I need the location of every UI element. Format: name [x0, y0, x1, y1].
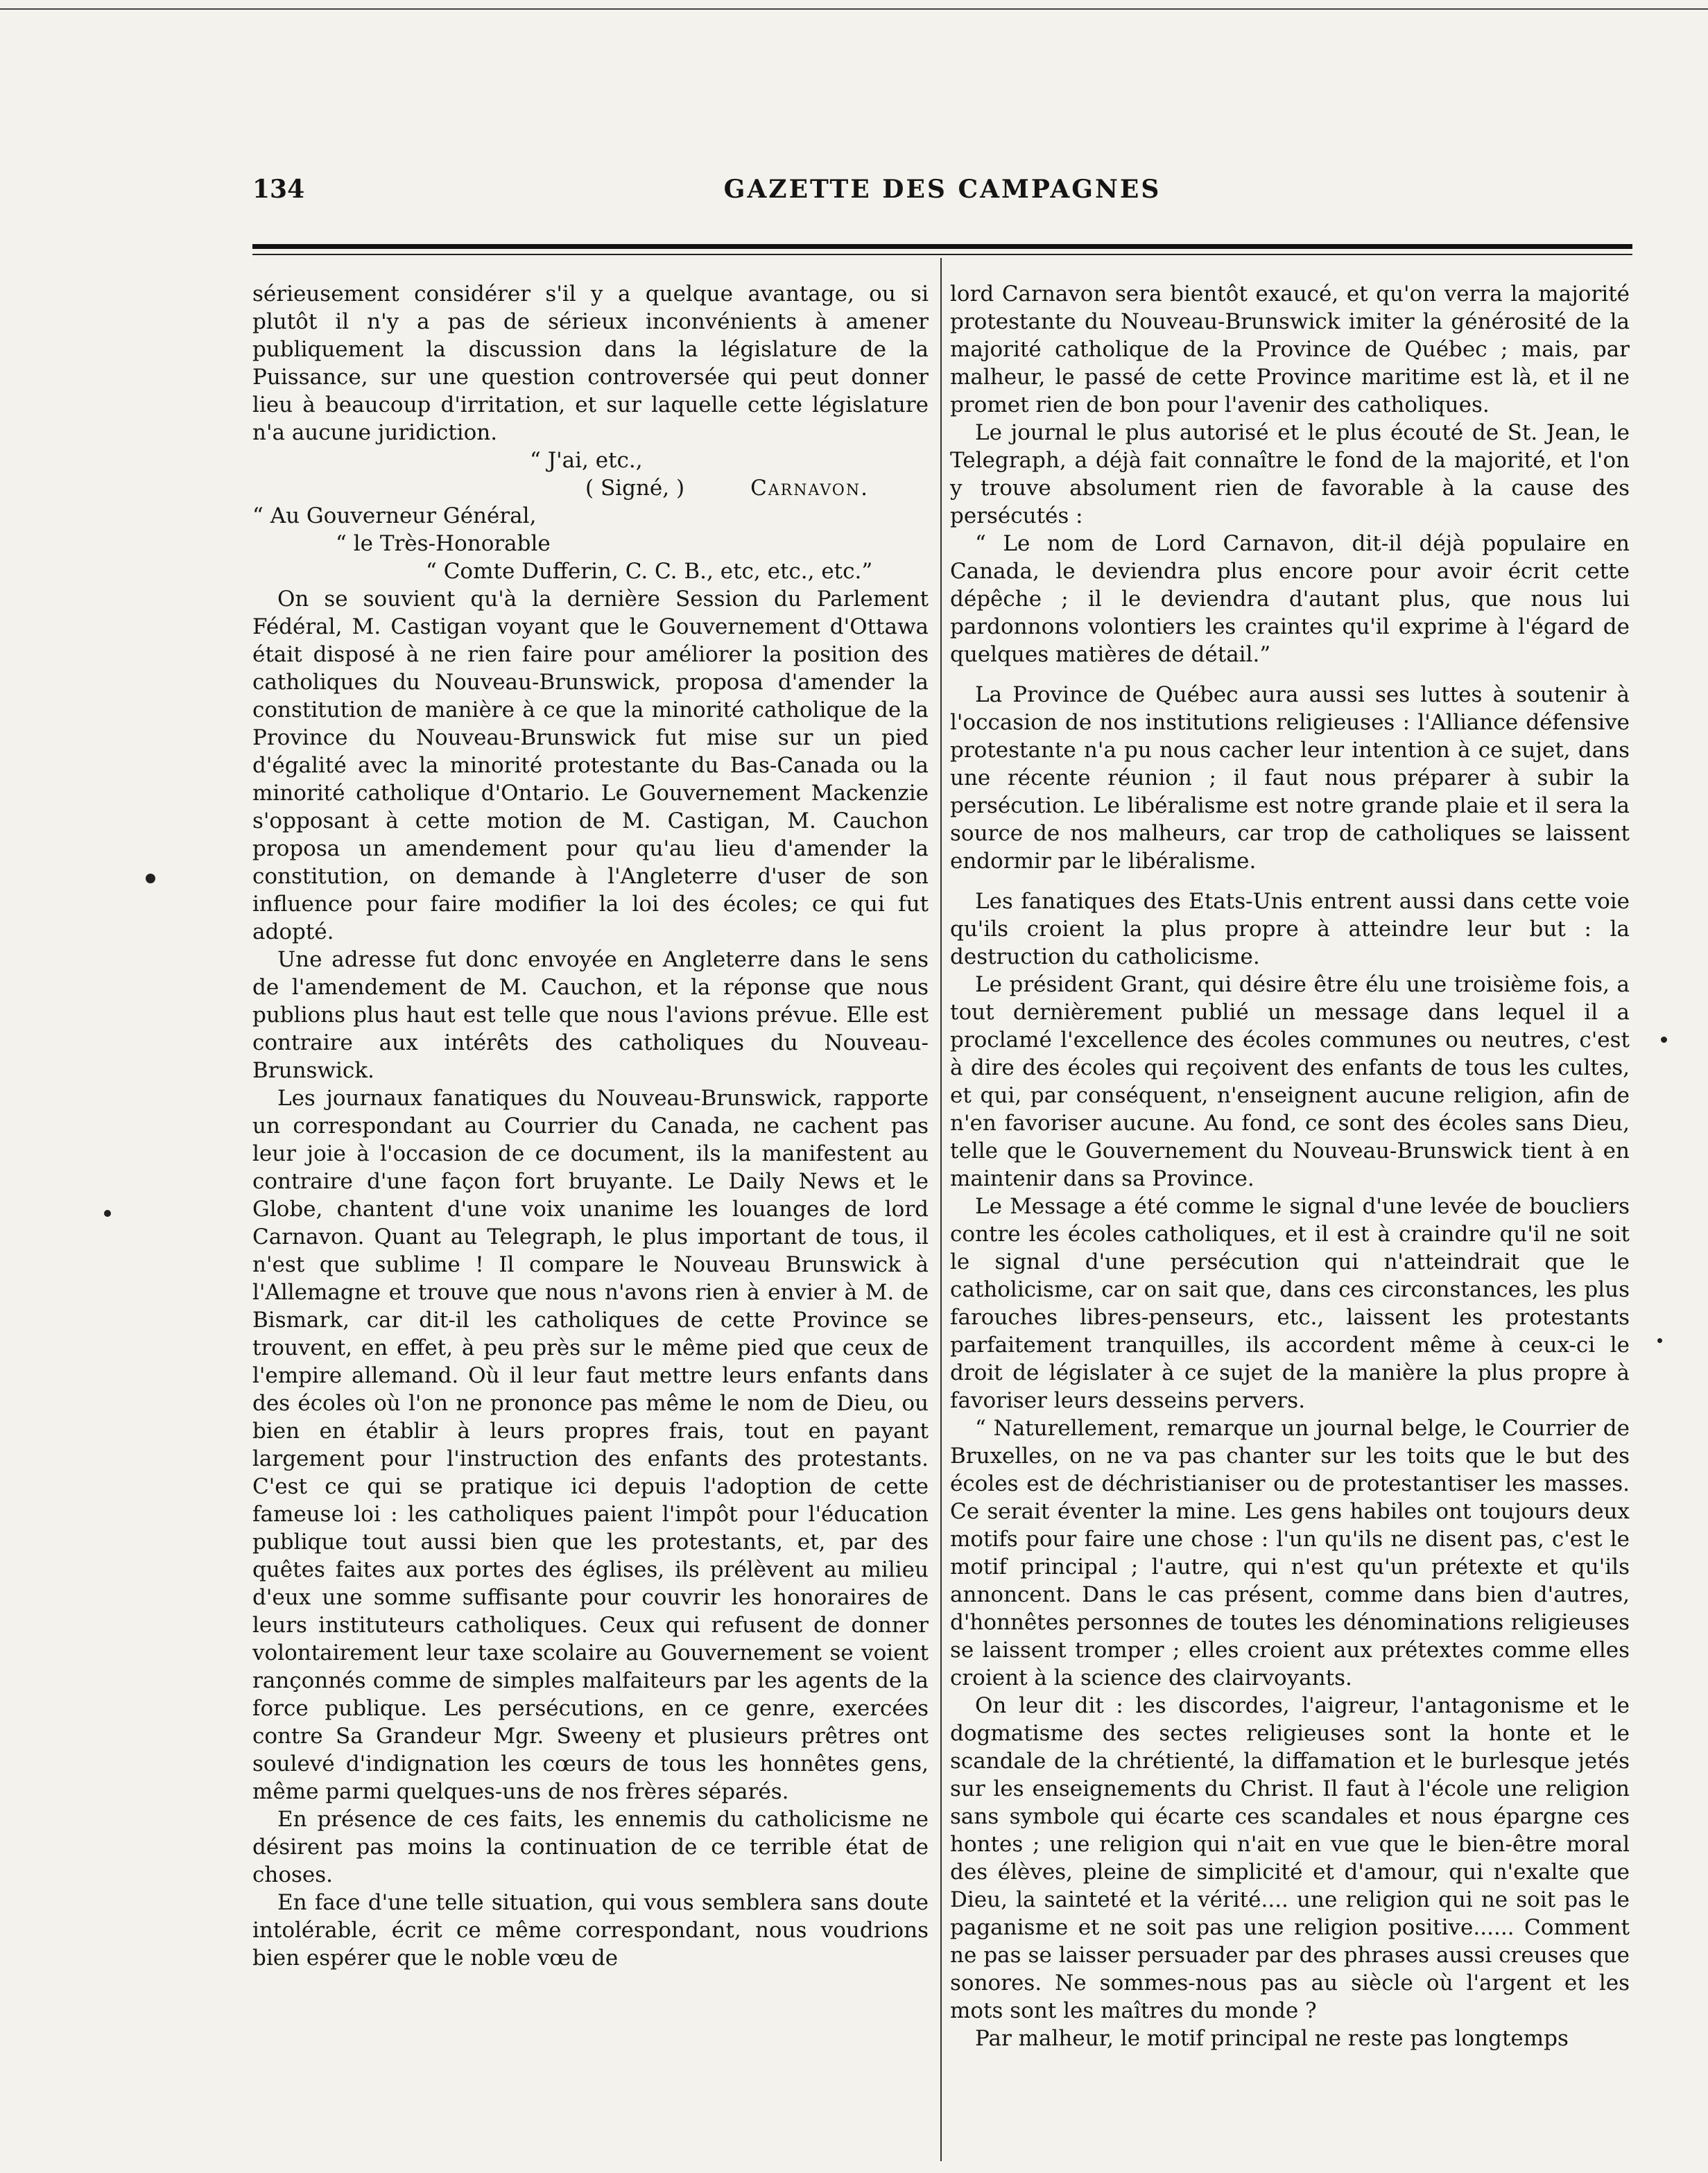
left-column [252, 280, 929, 1972]
running-title: GAZETTE DES CAMPAGNES [723, 175, 1162, 204]
paragraph: Le journal le plus autorisé et le plus écouté de St. Jean, le Telegraph, a déjà fait connaître le fond de la majorité, et l'on y trouve absolument rien de favorable à la cause des persécutés : [950, 420, 1630, 528]
paragraph: Les journaux fanatiques du Nouveau-Brunswick, rapporte un correspondant au Courrier du Canada, ne cachent pas leur joie à l'occasion de ce document, ils la manifestent au contraire d'une façon fort bruyante. Le Daily News et le Globe, chantent d'une voix unanime les louanges de lord Carnavon. Quant au Telegraph, le plus important de tous, il n'est que sublime ! Il compare le Nouveau Brunswick à l'Allemagne et trouve que nous n'avons rien à envier à M. de Bismark, car dit-il les catholiques de cette Province se trouvent, en effet, à peu près sur le même pied que ceux de l'empire allemand. Où il leur faut mettre leurs enfants dans des écoles où l'on ne prononce pas même le nom de Dieu, ou bien en établir à leurs propres frais, tout en payant largement pour l'instruction des enfants des protestants. C'est ce qui se pratique ici depuis l'adoption de cette fameuse loi : les catholiques paient l'impôt pour l'éducation publique tout aussi bien que les protestants, et, par des quêtes faites aux portes des églises, ils prélèvent au milieu d'eux une somme suffisante pour couvrir les honoraires de leurs instituteurs catholiques. Ceux qui refusent de donner volontairement leur taxe scolaire au Gouvernement se voient rançonnés comme de simples malfaiteurs par les agents de la force publique. Les persécutions, en ce genre, exercées contre Sa Grandeur Mgr. Sweeny et plusieurs prêtres ont soulevé d'indignation les cœurs de tous les honnêtes gens, même parmi quelques-uns de nos frères séparés. [252, 1086, 929, 1804]
spacer [950, 668, 1630, 681]
paragraph: La Province de Québec aura aussi ses luttes à soutenir à l'occasion de nos institutions religieuses : l'Alliance défensive protestante n'a pu nous cacher leur intention à ce sujet, dans une récente réunion ; il faut nous préparer à subir la persécution. Le libéralisme est notre grande plaie et il sera la source de nos malheurs, car trop de catholiques se laissent endormir par le libéralisme. [950, 682, 1630, 874]
paragraph: sérieusement considérer s'il y a quelque avantage, ou si plutôt il n'y a pas de sérieux inconvénients à amener publiquement la discussion dans la législature de la Puissance, sur une question controversée qui peut donner lieu à beaucoup d'irritation, et sur laquelle cette législature n'a aucune juridiction. [252, 282, 929, 445]
signature-name: Carnavon. [750, 476, 869, 501]
header-rule-thick [252, 244, 1632, 249]
right-column [950, 280, 1630, 2052]
address-line: “ Au Gouverneur Général, [252, 503, 537, 528]
header-rule-thin [252, 254, 1632, 255]
signature-line [252, 474, 929, 502]
page-header [252, 175, 1632, 209]
ink-speck [1657, 1338, 1662, 1343]
paragraph: Une adresse fut donc envoyée en Angleterre dans le sens de l'amendement de M. Cauchon, et la réponse que nous publions plus haut est telle que nous l'avions prévue. Elle est contraire aux intérêts des catholiques du Nouveau-Brunswick. [252, 947, 929, 1083]
quotation: “ Le nom de Lord Carnavon, dit-il déjà populaire en Canada, le deviendra plus encore pour avoir écrit cette dépêche ; il le deviendra d'autant plus, que nous lui pardonnons volontiers les craintes qu'il exprime à l'égard de quelques matières de détail.” [950, 531, 1630, 667]
ink-speck [1661, 1037, 1667, 1043]
paragraph: lord Carnavon sera bientôt exaucé, et qu'on verra la majorité protestante du Nouveau-Brunswick imiter la générosité de la majorité catholique de la Province de Québec ; mais, par malheur, le passé de cette Province maritime est là, et il ne promet rien de bon pour l'avenir des catholiques. [950, 282, 1630, 417]
paragraph: En face d'une telle situation, qui vous semblera sans doute intolérable, écrit ce même correspondant, nous voudrions bien espérer que le noble vœu de [252, 1890, 929, 1971]
address-line: “ le Très-Honorable [336, 531, 551, 556]
scan-edge-line [0, 8, 1708, 10]
paragraph: Les fanatiques des Etats-Unis entrent aussi dans cette voie qu'ils croient la plus propre à atteindre leur but : la destruction du catholicisme. [950, 889, 1630, 969]
column-divider [940, 258, 942, 2161]
page-number: 134 [252, 175, 305, 204]
paragraph: On leur dit : les discordes, l'aigreur, l'antagonisme et le dogmatisme des sectes religieuses sont la honte et le scandale de la chrétienté, la diffamation et le burlesque jetés sur les enseignements du Christ. Il faut à l'école une religion sans symbole qui écarte ces scandales et nous épargne ces hontes ; une religion qui n'ait en vue que le bien-être moral des élèves, pleine de simplicité et d'amour, qui n'exalte que Dieu, la sainteté et la vérité.... une religion qui ne soit pas le paganisme et ne soit pas une religion positive...... Comment ne pas se laisser persuader par des phrases aussi creuses que sonores. Ne sommes-nous pas au siècle où l'argent et les mots sont les maîtres du monde ? [950, 1693, 1630, 2023]
address-line: “ Comte Dufferin, C. C. B., etc, etc., etc.” [426, 559, 873, 584]
paragraph: Le président Grant, qui désire être élu une troisième fois, a tout dernièrement publié un message dans lequel il a proclamé l'excellence des écoles communes ou neutres, c'est à dire des écoles qui reçoivent des enfants de tous les cultes, et qui, par conséquent, n'enseignent aucune religion, afin de n'en favoriser aucune. Au fond, ce sont des écoles sans Dieu, telle que le Gouvernement du Nouveau-Brunswick tient à en maintenir dans sa Province. [950, 972, 1630, 1191]
ink-speck [104, 1210, 111, 1217]
quotation: “ Naturellement, remarque un journal belge, le Courrier de Bruxelles, on ne va pas chanter sur les toits que le but des écoles est de déchristianiser ou de protestantiser les masses. Ce serait éventer la mine. Les gens habiles ont toujours deux motifs pour faire une chose : l'un qu'ils ne disent pas, c'est le motif principal ; l'autre, qui n'est qu'un prétexte et qu'ils annoncent. Dans le cas présent, comme dans bien d'autres, d'honnêtes personnes de toutes les dénominations religieuses se laissent tromper ; elles croient aux prétextes comme elles croient à la science des clairvoyants. [950, 1416, 1630, 1690]
paragraph: En présence de ces faits, les ennemis du catholicisme ne désirent pas moins la continuation de ce terrible état de choses. [252, 1807, 929, 1887]
ink-speck [146, 874, 155, 883]
signature-signe: ( Signé, ) [585, 476, 685, 501]
paragraph: Le Message a été comme le signal d'une levée de boucliers contre les écoles catholiques, et il est à craindre qu'il ne soit le signal d'une persécution qui n'atteindrait que le catholicisme, car on sait que, dans ces circonstances, les plus farouches libres-penseurs, etc., laissent les protestants parfaitement tranquilles, ils accordent même à ceux-ci le droit de législater à ce sujet de la manière la plus propre à favoriser leurs desseins pervers. [950, 1194, 1630, 1413]
spacer [950, 875, 1630, 888]
paragraph: Par malheur, le motif principal ne reste pas longtemps [975, 2026, 1569, 2051]
paragraph: On se souvient qu'à la dernière Session du Parlement Fédéral, M. Castigan voyant que le Gouvernement d'Ottawa était disposé à ne rien faire pour améliorer la position des catholiques du Nouveau-Brunswick, proposa d'amender la constitution de manière à ce que la minorité catholique de la Province du Nouveau-Brunswick fut mise sur un pied d'égalité avec la minorité protestante du Bas-Canada ou la minorité catholique d'Ontario. Le Gouvernement Mackenzie s'opposant à cette motion de M. Castigan, M. Cauchon proposa un amendement pour qu'au lieu d'amender la constitution, on demande à l'Angleterre d'user de son influence pour faire modifier la loi des écoles; ce qui fut adopté. [252, 587, 929, 944]
signature-line: “ J'ai, etc., [530, 448, 643, 473]
